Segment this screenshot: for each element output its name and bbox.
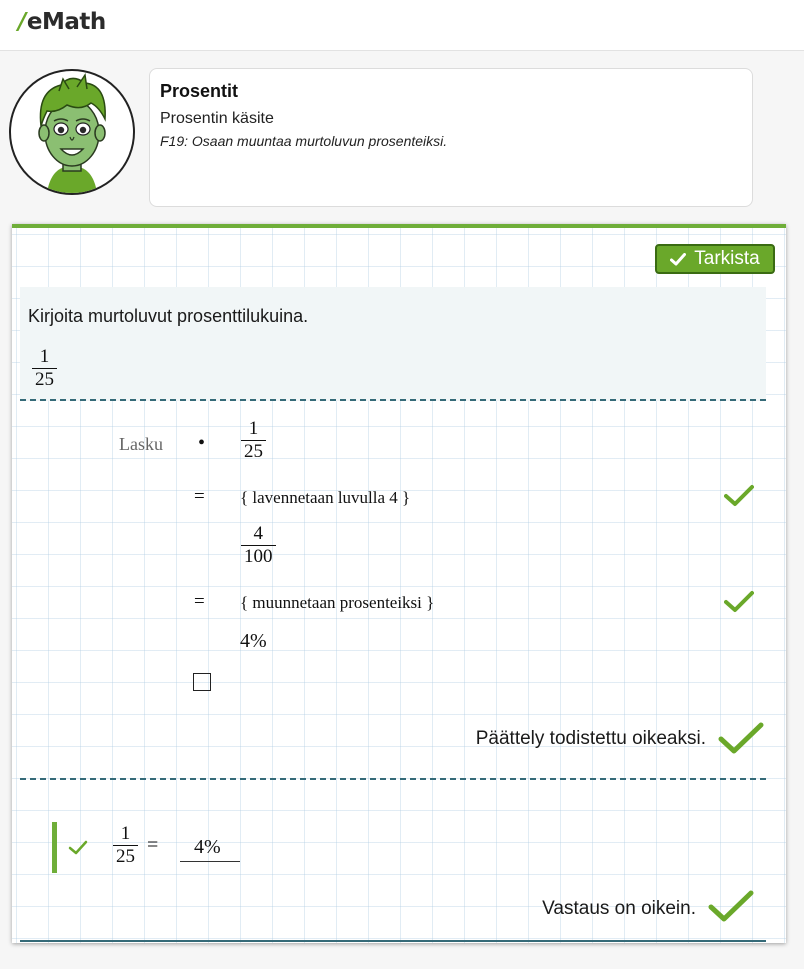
lesson-subtitle: Prosentin käsite <box>160 110 274 127</box>
step-correct-check-icon <box>724 590 754 614</box>
check-icon <box>670 253 686 266</box>
answer-underline <box>180 861 240 862</box>
proof-correct-check-icon <box>718 722 764 756</box>
answer-correct-check-icon <box>708 890 754 924</box>
emath-logo[interactable]: /eMath <box>18 9 106 35</box>
fraction-numerator: 4 <box>253 523 263 544</box>
step-operator: = <box>194 591 205 612</box>
answer-verdict: Vastaus on oikein. <box>542 898 696 919</box>
check-button[interactable] <box>655 244 775 274</box>
learning-goal: F19: Osaan muuntaa murtoluvun prosenteiksi. <box>160 133 448 149</box>
answer-marker <box>52 822 57 873</box>
intermediate-fraction[interactable] <box>241 524 276 567</box>
avatar <box>9 69 135 195</box>
exercise-sheet <box>12 224 786 943</box>
conclusion-text: Päättely todistettu oikeaksi. <box>475 728 706 749</box>
check-button-label: Tarkista <box>694 248 760 269</box>
top-bar <box>0 0 804 51</box>
fraction-numerator: 1 <box>248 418 259 439</box>
question-text: Kirjoita murtoluvut prosenttilukuina. <box>28 306 309 326</box>
question-fraction <box>32 347 57 390</box>
section-divider <box>20 778 766 780</box>
start-fraction[interactable] <box>241 419 266 462</box>
logo-text: eMath <box>26 9 106 35</box>
answer-equals: = <box>147 834 159 856</box>
answer-fraction <box>113 824 138 867</box>
step-operator: = <box>194 486 205 507</box>
fraction-denominator: 25 <box>244 440 263 462</box>
answer-input[interactable]: 4% <box>194 836 221 858</box>
answer-check-icon <box>68 840 88 856</box>
fraction-denominator: 25 <box>116 845 135 867</box>
step-hint[interactable]: { muunnetaan prosenteiksi } <box>240 593 435 612</box>
question-panel <box>20 287 766 401</box>
fraction-denominator: 100 <box>244 545 273 567</box>
avatar-illustration <box>11 71 133 193</box>
bottom-divider <box>20 940 766 942</box>
lesson-title: Prosentit <box>160 81 239 101</box>
solution-label: Lasku <box>119 434 163 454</box>
fraction-numerator: 1 <box>39 346 50 367</box>
step-correct-check-icon <box>724 484 754 508</box>
fraction-denominator: 25 <box>35 368 54 390</box>
lesson-info-card <box>149 68 753 207</box>
step-result[interactable]: 4% <box>240 630 267 652</box>
proof-end-box[interactable] <box>193 673 211 691</box>
step-bullet[interactable]: • <box>198 432 206 454</box>
step-hint[interactable]: { lavennetaan luvulla 4 } <box>240 488 411 507</box>
fraction-numerator: 1 <box>120 823 131 844</box>
